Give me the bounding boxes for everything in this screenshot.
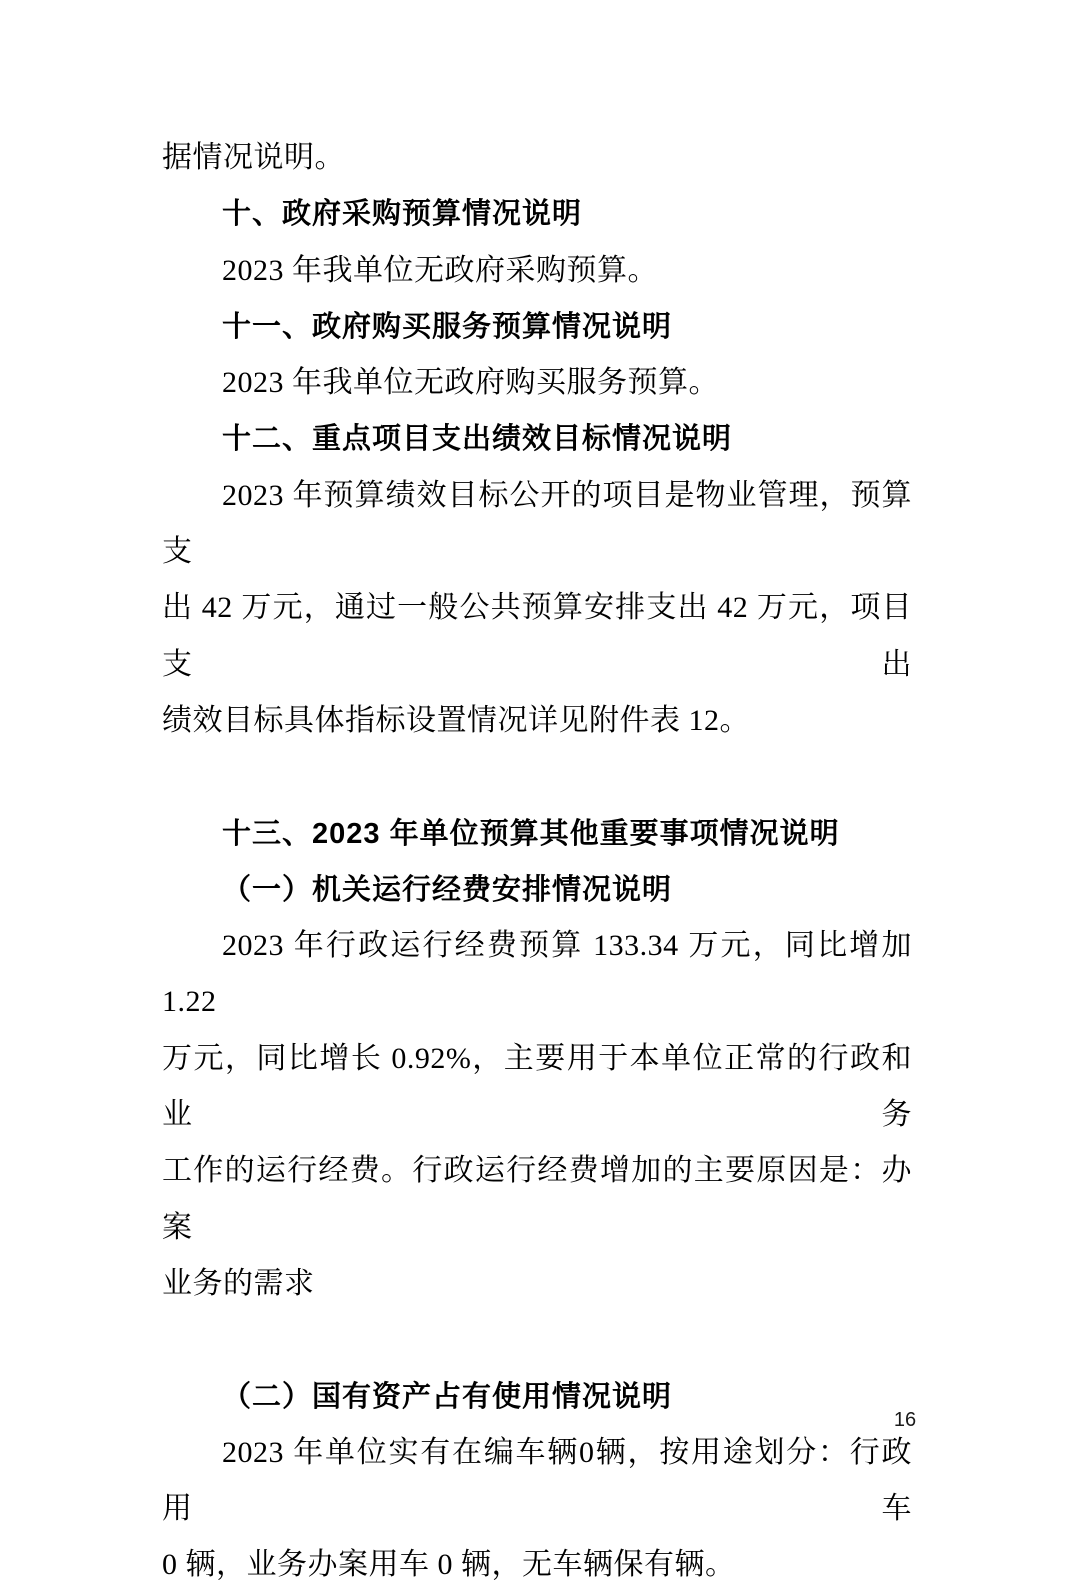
document-text-block [162, 130, 912, 1594]
paragraph-line: 2023 年我单位无政府采购预算。 [222, 253, 658, 287]
section-heading-13: 十三、2023 年单位预算其他重要事项情况说明 [222, 817, 840, 850]
paragraph-line: 2023 年我单位无政府购买服务预算。 [222, 366, 719, 400]
subsection-heading-1: （一）机关运行经费安排情况说明 [222, 873, 673, 906]
section-heading-10: 十、政府采购预算情况说明 [222, 198, 583, 231]
paragraph-line: 据情况说明。 [162, 141, 345, 174]
paragraph-line: 万元，同比增长 0.92%，主要用于本单位正常的行政和业务 [162, 1041, 912, 1132]
paragraph-line: 2023 年预算绩效目标公开的项目是物业管理，预算支 [162, 478, 912, 569]
paragraph-line: 2023 年行政运行经费预算 133.34 万元，同比增加 1.22 [162, 929, 912, 1019]
paragraph-line: 出 42 万元，通过一般公共预算安排支出 42 万元，项目支出 [162, 591, 912, 681]
blank-line [162, 1312, 912, 1368]
page-number: 16 [893, 1409, 917, 1431]
section-heading-12: 十二、重点项目支出绩效目标情况说明 [222, 423, 733, 456]
section-heading-11: 十一、政府购买服务预算情况说明 [222, 310, 673, 343]
blank-line [162, 749, 912, 805]
paragraph-line: 工作的运行经费。行政运行经费增加的主要原因是：办案 [162, 1154, 912, 1244]
paragraph-line: 2023 年单位实有在编车辆0辆，按用途划分：行政用车 [162, 1435, 912, 1526]
paragraph-line: 业务的需求 [162, 1266, 315, 1300]
paragraph-line: 0 辆，业务办案用车 0 辆，无车辆保有辆。 [162, 1548, 736, 1582]
paragraph-line: 绩效目标具体指标设置情况详见附件表 12。 [162, 703, 750, 737]
subsection-heading-2: （二）国有资产占有使用情况说明 [222, 1380, 673, 1413]
